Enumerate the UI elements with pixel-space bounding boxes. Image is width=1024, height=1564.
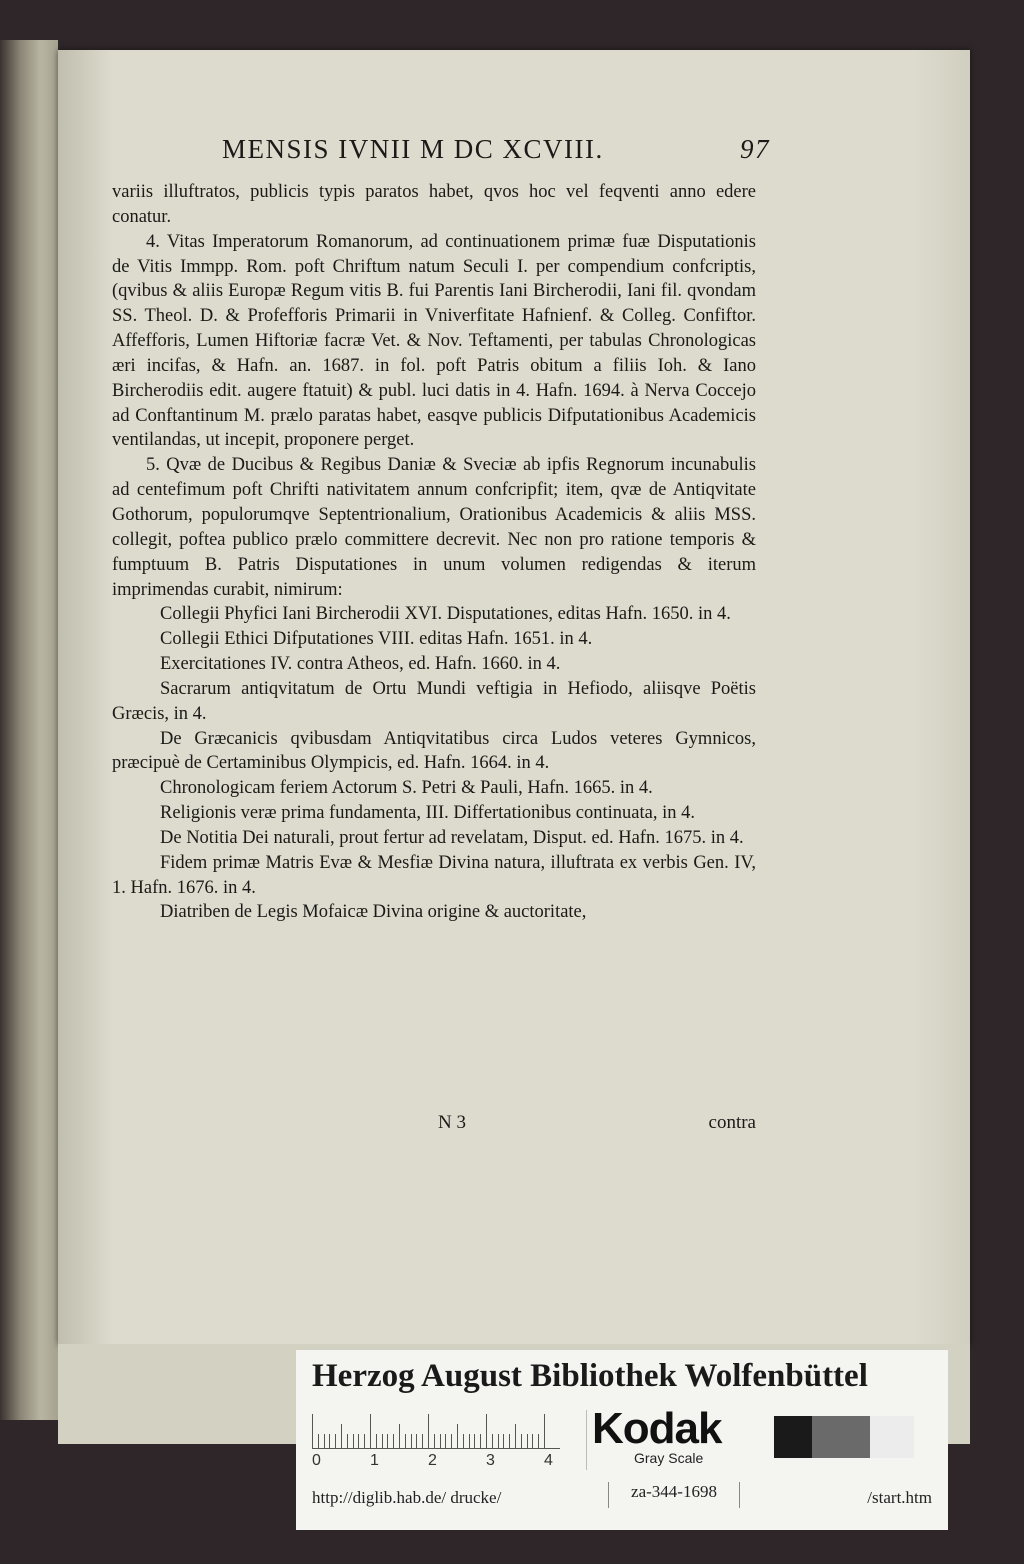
ruler-tick (434, 1434, 435, 1448)
signature-mark: N 3 (438, 1112, 466, 1133)
ruler-tick (358, 1434, 359, 1448)
ruler-tick (405, 1434, 406, 1448)
ruler-tick (451, 1434, 452, 1448)
ruler-tick (399, 1424, 400, 1448)
catchword: contra (708, 1112, 756, 1133)
adjacent-page-edge (0, 40, 58, 1420)
ruler-tick (498, 1434, 499, 1448)
ruler-tick (370, 1414, 371, 1448)
list-item: Fidem primæ Matris Evæ & Mesfiæ Divina natura, illuftrata ex verbis Gen. IV, 1. Hafn. 1676. in 4. (112, 852, 756, 898)
ruler-tick (457, 1424, 458, 1448)
page-number: 97 (740, 134, 770, 164)
gray-swatch-black (774, 1416, 812, 1458)
list-item: Exercitationes IV. contra Atheos, ed. Hafn. 1660. in 4. (160, 654, 561, 675)
url-path: /start.htm (867, 1488, 932, 1507)
ruler-tick (428, 1414, 429, 1448)
label-divider (586, 1410, 587, 1470)
ruler-tick (515, 1424, 516, 1448)
ruler-tick (382, 1434, 383, 1448)
ruler-tick (463, 1434, 464, 1448)
ruler-tick (480, 1434, 481, 1448)
running-title: MENSIS IVNII M DC XCVIII. (222, 134, 604, 164)
ruler-number: 4 (544, 1452, 553, 1469)
ruler-tick (387, 1434, 388, 1448)
ruler-tick (329, 1434, 330, 1448)
paragraph: variis illuftratos, publicis typis paratos habet, qvos hoc vel feqventi anno edere conatur. (112, 182, 756, 227)
ruler-number: 1 (370, 1452, 379, 1469)
ruler-tick (411, 1434, 412, 1448)
ruler-tick (364, 1434, 365, 1448)
ruler-tick (509, 1434, 510, 1448)
ruler-tick (347, 1434, 348, 1448)
shelfmark-code: za-344-1698 (608, 1482, 740, 1508)
ruler-tick (486, 1414, 487, 1448)
gray-swatch-white (870, 1416, 914, 1458)
ruler-tick (503, 1434, 504, 1448)
ruler-number: 0 (312, 1452, 321, 1469)
list-item: Chronologicam feriem Actorum S. Petri & Pauli, Hafn. 1665. in 4. (160, 778, 653, 799)
ruler-number: 3 (486, 1452, 495, 1469)
library-name: Herzog August Bibliothek Wolfenbüttel (312, 1358, 868, 1394)
measurement-ruler (312, 1412, 560, 1449)
ruler-tick (445, 1434, 446, 1448)
ruler-tick (393, 1434, 394, 1448)
kodak-logo: Kodak (592, 1404, 722, 1453)
list-item: Diatriben de Legis Mofaicæ Divina origine & auctoritate, (160, 902, 587, 923)
ruler-tick (469, 1434, 470, 1448)
paragraph: 4. Vitas Imperatorum Romanorum, ad continuationem primæ fuæ Disputationis de Vitis Immpp. Rom. poft Chriftum natum Seculi I. per compendium confcriptis, (qvibus & aliis Europæ Regum vitis B. fui Parentis Iani Bircherodii, Iani fil. qvondam SS. Theol. D. & Profefforis Primarii in Vniverfitate Hafnienf. & Colleg. Confiftor. Affefforis, Lumen Hiftoriæ facræ Vet. & Nov. Teftamenti, per tabulas Chronologicas æri incifas, & Hafn. an. 1687. in fol. poft Patris obitum a filiis Ioh. & Iano Bircherodiis edit. augere ftatuit) & publ. luci datis in 4. Hafn. 1694. à Nerva Coccejo ad Conftantinum M. prælo paratas habet, easqve publicis Difputationibus Academicis ventilandas, ut incepit, proponere perget. (112, 231, 756, 451)
ruler-tick (324, 1434, 325, 1448)
ruler-tick (532, 1434, 533, 1448)
library-color-scale-label (296, 1350, 948, 1530)
gray-swatch-mid (812, 1416, 870, 1458)
ruler-tick (353, 1434, 354, 1448)
list-item: Collegii Ethici Difputationes VIII. editas Hafn. 1651. in 4. (160, 629, 593, 650)
ruler-tick (538, 1434, 539, 1448)
ruler-tick (341, 1424, 342, 1448)
ruler-tick (335, 1434, 336, 1448)
library-url: http://diglib.hab.de/ drucke/ (312, 1488, 502, 1507)
ruler-tick (440, 1434, 441, 1448)
gray-scale-caption: Gray Scale (634, 1450, 704, 1466)
body-text (112, 180, 756, 925)
ruler-tick (312, 1414, 313, 1448)
ruler-tick (492, 1434, 493, 1448)
ruler-number: 2 (428, 1452, 437, 1469)
running-header (222, 134, 770, 170)
ruler-tick (544, 1414, 545, 1448)
list-item: De Notitia Dei naturali, prout fertur ad revelatam, Disput. ed. Hafn. 1675. in 4. (160, 827, 744, 848)
list-item: Sacrarum antiqvitatum de Ortu Mundi veftigia in Hefiodo, aliisqve Poëtis Græcis, in 4. (112, 678, 756, 724)
list-item: Collegii Phyfici Iani Bircherodii XVI. Disputationes, editas Hafn. 1650. in 4. (160, 604, 731, 625)
ruler-tick (474, 1434, 475, 1448)
list-item: De Græcanicis qvibusdam Antiqvitatibus circa Ludos veteres Gymnicos, præcipuè de Certaminibus Olympicis, ed. Hafn. 1664. in 4. (112, 728, 756, 774)
ruler-tick (527, 1434, 528, 1448)
ruler-tick (416, 1434, 417, 1448)
ruler-tick (422, 1434, 423, 1448)
page-footer (112, 1112, 756, 1138)
list-item: Religionis veræ prima fundamenta, III. Differtationibus continuata, in 4. (160, 803, 696, 824)
paragraph: 5. Qvæ de Ducibus & Regibus Daniæ & Sveciæ ab ipfis Regnorum incunabulis ad centefimum poft Chrifti nativitatem annum confcripfit; item, qvæ de Antiqvitate Gothorum, populorumqve Septentrionalium, Orationibus Academicis & aliis MSS. collegit, poftea publico prælo committere decrevit. Nec non pro ratione temporis & fumptuum B. Patris Disputationes in unum volumen redigendas & iterum imprimendas curabit, nimirum: (112, 455, 756, 600)
ruler-tick (318, 1434, 319, 1448)
ruler-numbers (312, 1452, 572, 1474)
ruler-tick (521, 1434, 522, 1448)
ruler-tick (376, 1434, 377, 1448)
